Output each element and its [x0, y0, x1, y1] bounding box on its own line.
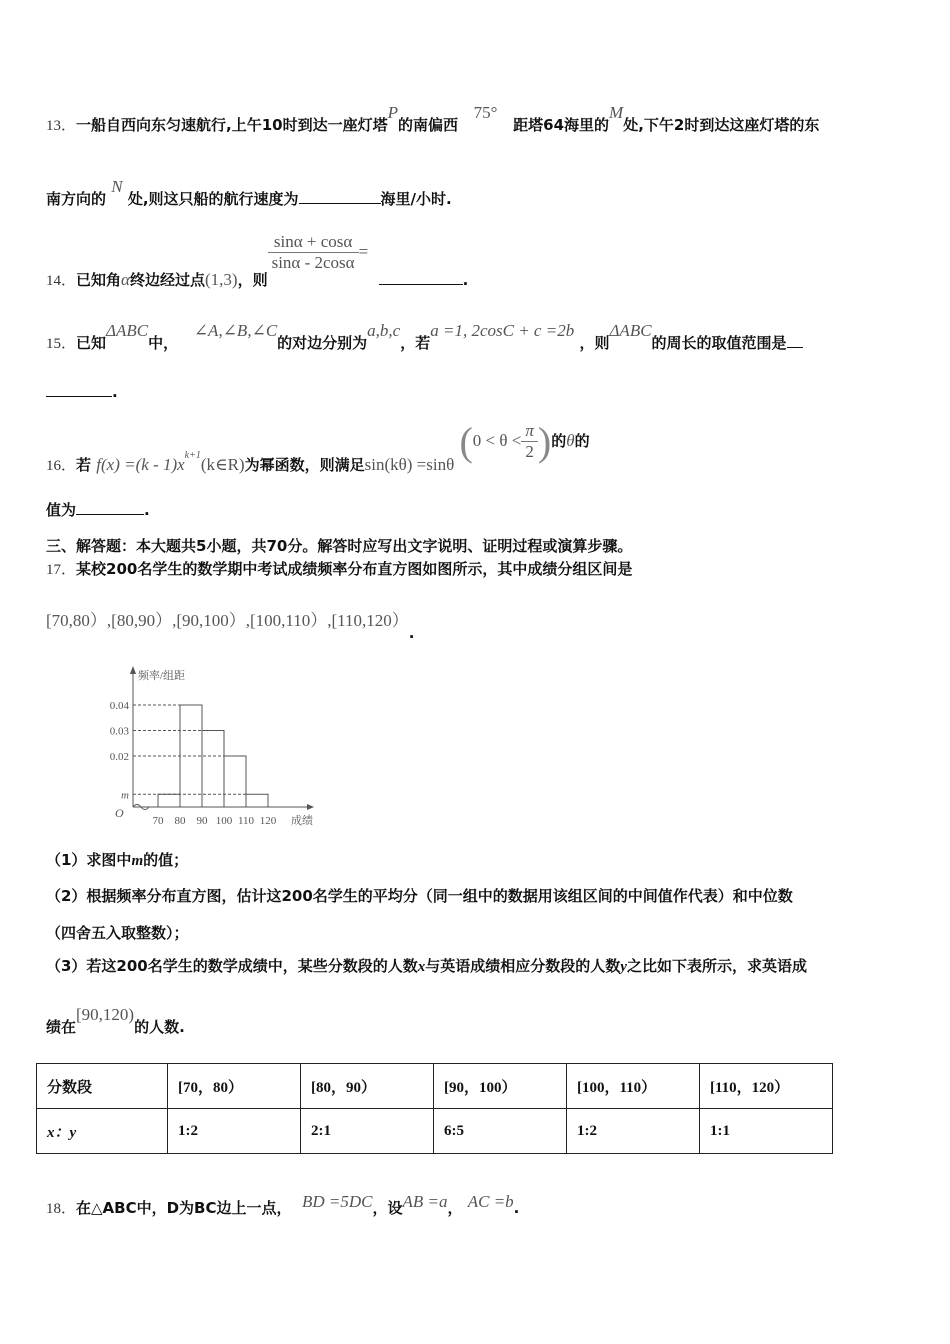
origin-label: O: [115, 806, 124, 820]
text: .: [513, 1199, 520, 1217]
table-cell: [70，80）: [168, 1064, 301, 1109]
text: 的周长的取值范围是: [651, 334, 787, 352]
math: a,b,c: [367, 321, 401, 340]
text: 在△ABC中，D为BC边上一点，: [76, 1199, 292, 1217]
math: ΔABC: [106, 321, 149, 340]
table-cell: [110，120）: [700, 1064, 833, 1109]
math: =: [358, 242, 369, 261]
x-tick-label: 90: [196, 815, 208, 827]
math: θ: [566, 431, 575, 450]
denominator: 2: [525, 442, 534, 461]
x-axis-arrow: [307, 804, 314, 810]
q18: [46, 1192, 520, 1218]
text: .: [144, 501, 150, 519]
text: （1）求图中: [46, 851, 132, 869]
q15-line1: [46, 321, 803, 353]
q-number: 13．: [46, 118, 77, 134]
q-number: 14．: [46, 273, 77, 289]
math: 0 < θ <: [472, 431, 522, 450]
table-cell: [100，110）: [567, 1064, 700, 1109]
text: 的: [551, 432, 567, 450]
math: [90,120): [76, 1005, 135, 1024]
text: 的: [574, 432, 590, 450]
text: （3）若这200名学生的数学成绩中，某些分数段的人数: [46, 957, 418, 975]
text: ，则: [579, 334, 610, 352]
text: 南方向的: [46, 190, 107, 208]
text: .: [112, 383, 118, 401]
math: x: [417, 959, 426, 975]
table-cell: 1:2: [567, 1109, 700, 1154]
text: 海里/小时.: [380, 190, 452, 208]
x-axis-label: 成绩: [291, 815, 313, 827]
math: (k∈R): [200, 455, 245, 474]
text: 终边经过点: [129, 271, 205, 289]
math: f(x) =(k - 1)x: [96, 455, 185, 474]
math: α: [121, 270, 130, 289]
table-header-row: [37, 1064, 833, 1109]
text: 一船自西向东匀速航行,上午10时到达一座灯塔: [76, 116, 388, 134]
math: BD =5DC: [301, 1192, 373, 1211]
answer-blank-cont[interactable]: [46, 396, 112, 397]
text: 为幂函数，则满足: [244, 456, 365, 474]
q17-part3: [46, 955, 807, 976]
q-number: 15．: [46, 336, 77, 352]
q-number: 18．: [46, 1201, 77, 1217]
q17-part2-cont: （四舍五入取整数）；: [46, 924, 189, 942]
y-tick-label: m: [121, 789, 129, 802]
q-number: 16．: [46, 458, 77, 474]
math: (1,3): [204, 270, 238, 289]
fraction: [268, 232, 359, 273]
text: 的值；: [143, 851, 189, 869]
q17-part2: （2）根据频率分布直方图，估计这200名学生的平均分（同一组中的数据用该组区间的中间值作代表）和中位数: [46, 887, 793, 905]
math: ΔABC: [609, 321, 652, 340]
math: sin(kθ) =sinθ: [364, 455, 455, 474]
histogram-bar: [224, 756, 246, 807]
text: 已知: [76, 334, 107, 352]
text: 值为: [46, 501, 77, 519]
text: 的对边分别为: [277, 334, 368, 352]
histogram-bar: [158, 794, 180, 807]
q17-part1: [46, 849, 188, 870]
text: .: [462, 271, 469, 289]
q13-line1: [46, 103, 820, 135]
table-cell: 6:5: [434, 1109, 567, 1154]
numerator: π: [521, 421, 538, 442]
text: 之比如下表所示，求英语成: [626, 957, 807, 975]
answer-blank[interactable]: [299, 203, 381, 204]
table-cell: 1:2: [168, 1109, 301, 1154]
y-tick-label: 0.04: [109, 700, 129, 712]
table-cell: x：y: [37, 1109, 168, 1154]
text: 的人数.: [134, 1018, 185, 1036]
text: 距塔64海里的: [513, 116, 610, 134]
table-cell: 分数段: [37, 1064, 168, 1109]
x-tick-label: 120: [259, 815, 277, 827]
answer-blank[interactable]: [379, 284, 463, 285]
y-axis-label: 频率/组距: [138, 670, 186, 682]
histogram-bar: [246, 794, 268, 807]
math: AB =a: [402, 1192, 448, 1211]
math: ∠A,∠B,∠C: [193, 321, 278, 340]
frequency-histogram: [95, 662, 335, 830]
math: a =1, 2cosC + c =2b: [430, 321, 575, 340]
text: .: [408, 624, 415, 642]
q17-part3-cont: [46, 1005, 185, 1037]
math: [70,80）,[80,90）,[90,100）,[100,110）,[110,120）: [46, 611, 409, 630]
denominator: sinα - 2cosα: [271, 253, 355, 272]
numerator: sinα + cosα: [268, 232, 359, 253]
y-axis-arrow: [130, 666, 136, 674]
x-tick-label: 70: [152, 815, 164, 827]
q17-intro: [46, 558, 632, 579]
math: M: [609, 103, 624, 122]
text: 若: [76, 456, 92, 474]
x-tick-label: 100: [215, 815, 233, 827]
q-number: 17．: [46, 562, 77, 578]
y-tick-label: 0.03: [109, 725, 129, 738]
q15-line2: [46, 383, 118, 401]
x-tick-label: 110: [237, 815, 255, 827]
text: ，设: [372, 1199, 403, 1217]
text: 的南偏西: [397, 116, 458, 134]
math: P: [387, 103, 398, 122]
text: 与英语成绩相应分数段的人数: [425, 957, 621, 975]
q14: [46, 232, 469, 289]
table-row: [37, 1109, 833, 1154]
text: ，若: [400, 334, 431, 352]
table-cell: 1:1: [700, 1109, 833, 1154]
histogram-bar: [202, 731, 224, 808]
math: AC =b: [467, 1192, 514, 1211]
fraction: [521, 421, 538, 462]
text: ，: [447, 1199, 463, 1217]
y-tick-label: 0.02: [109, 751, 129, 763]
q16-line1: 16．若 $f(x) =(k - 1)x^{k+1}(k\in R)$为幂函数，则满足sin(kθ) =sinθ (0 < θ < $\frac{\pi}{2}$ )的θ的: [46, 419, 590, 474]
q16-line2: [46, 499, 150, 520]
math: 75°: [473, 103, 498, 122]
text: 某校200名学生的数学期中考试成绩频率分布直方图如图所示，其中成绩分组区间是: [76, 560, 633, 578]
table-cell: 2:1: [301, 1109, 434, 1154]
answer-blank[interactable]: [787, 347, 803, 348]
q13-line2: [46, 177, 452, 209]
section-heading: 三、解答题：本大题共5小题，共70分。解答时应写出文字说明、证明过程或演算步骤。: [46, 537, 633, 555]
answer-blank[interactable]: [76, 514, 144, 515]
text: 处,下午2时到达这座灯塔的东: [623, 116, 820, 134]
text: ，则: [237, 271, 268, 289]
text: 中，: [148, 334, 179, 352]
exponent: k+1: [184, 450, 201, 461]
table-cell: [80，90）: [301, 1064, 434, 1109]
x-tick-label: 80: [174, 815, 186, 827]
table-cell: [90，100）: [434, 1064, 567, 1109]
ratio-table: [36, 1063, 833, 1154]
text: 已知角: [76, 271, 122, 289]
text: 处,则这只船的航行速度为: [127, 190, 299, 208]
math: y: [620, 959, 627, 975]
math: m: [131, 853, 144, 869]
math: N: [111, 177, 123, 196]
text: 绩在: [46, 1018, 77, 1036]
q17-intervals: [46, 606, 415, 642]
